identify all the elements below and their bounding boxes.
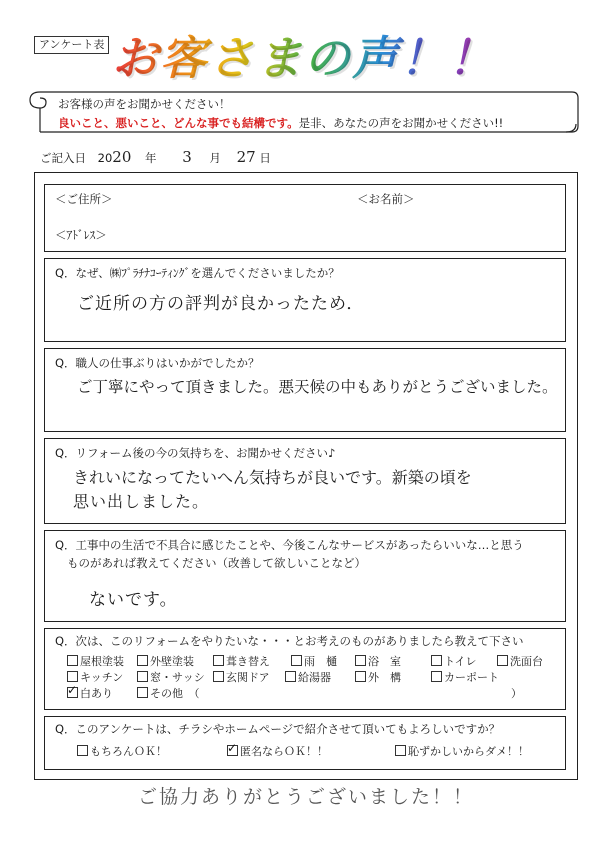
option-water-heater[interactable]: 給湯器 (285, 671, 331, 685)
checkbox[interactable] (137, 687, 148, 698)
checkbox[interactable] (213, 655, 224, 666)
date-year-unit: 年 (145, 151, 157, 165)
question-6-text: Q．このアンケートは、チラシやホームページで紹介させて頂いてもよろしいですか？ (55, 722, 501, 736)
option-washbasin[interactable]: 洗面台 (497, 655, 543, 669)
option-carport[interactable]: カーポート (431, 671, 499, 685)
checkbox[interactable] (431, 655, 442, 666)
question-4-text-line1: Q．工事中の生活で不具合に感じたことや、今後こんなサービスがあったらいいな…と思う (55, 538, 524, 552)
checkbox-checked[interactable] (227, 745, 238, 756)
date-month: 3 (182, 148, 192, 166)
option-other-close: ） (511, 687, 522, 700)
checkbox[interactable] (67, 655, 78, 666)
question-5-box (44, 628, 566, 710)
checkbox[interactable] (355, 671, 366, 682)
checkbox[interactable] (137, 655, 148, 666)
option-toilet[interactable]: トイレ (431, 655, 476, 669)
question-1-text: Q．なぜ、㈱ﾌﾟﾗﾁﾅｺｰﾃｨﾝｸﾞを選んでくださいましたか？ (55, 266, 340, 280)
checkbox[interactable] (213, 671, 224, 682)
option-no[interactable]: 恥ずかしいからダメ！！ (395, 745, 529, 759)
question-3-box (44, 438, 566, 524)
question-1-box (44, 258, 566, 342)
question-3-answer-line2: 思い出しました。 (73, 492, 210, 511)
thanks-message: ご協力ありがとうございました！！ (138, 786, 475, 808)
form-label: アンケート表 (34, 36, 109, 54)
question-1-answer: ご近所の方の評判が良かったため． (77, 294, 365, 314)
option-bathroom[interactable]: 浴 室 (355, 655, 401, 669)
checkbox[interactable] (285, 671, 296, 682)
question-4-text-line2: ものがあれば教えてください（改善して欲しいことなど） (67, 556, 366, 570)
option-window-sash[interactable]: 窓・サッシ (137, 671, 205, 685)
date-row (40, 148, 271, 166)
checkbox[interactable] (137, 671, 148, 682)
question-2-box (44, 348, 566, 432)
checkbox[interactable] (77, 745, 88, 756)
question-6-box (44, 716, 566, 770)
intro-line2-rest: 是非、あなたの声をお聞かせください!! (298, 116, 504, 130)
date-day-unit: 日 (259, 151, 271, 165)
checkbox[interactable] (291, 655, 302, 666)
question-4-answer: ないです。 (89, 590, 178, 610)
checkbox[interactable] (431, 671, 442, 682)
option-kitchen[interactable]: キッチン (67, 671, 123, 685)
checkbox[interactable] (497, 655, 508, 666)
option-ok[interactable]: もちろんＯＫ！ (77, 745, 167, 759)
date-year-hand: 20 (112, 148, 132, 166)
checkbox[interactable] (395, 745, 406, 756)
question-3-text: Q．リフォーム後の今の気持ちを、お聞かせください♪ (55, 446, 336, 460)
question-2-answer: ご丁寧にやって頂きました。悪天候の中もありがとうございました。 (77, 378, 558, 396)
date-year-prefix: 20 (97, 151, 113, 165)
date-month-unit: 月 (209, 151, 221, 165)
date-day: 27 (236, 148, 256, 166)
page-title: お客さまの声！！ (112, 31, 496, 85)
checkbox[interactable] (355, 655, 366, 666)
option-roof-paint[interactable]: 屋根塗装 (67, 655, 124, 669)
option-termite[interactable]: ✓白あり (67, 687, 113, 701)
option-anonymous-ok[interactable]: ✓ 匿名ならＯＫ！！ (227, 745, 328, 759)
address-label: ＜ご住所＞ (55, 192, 113, 206)
option-gutter[interactable]: 雨 樋 (291, 655, 337, 669)
option-reroof[interactable]: 葺き替え (213, 655, 270, 669)
checkbox-checked[interactable] (67, 687, 78, 698)
option-entrance-door[interactable]: 玄関ドア (213, 671, 270, 685)
question-5-text: Q．次は、このリフォームをやりたいな・・・とお考えのものがありましたら教えて下さい (55, 634, 524, 648)
name-label: ＜お名前＞ (357, 192, 415, 206)
checkbox[interactable] (67, 671, 78, 682)
option-wall-paint[interactable]: 外壁塗装 (137, 655, 194, 669)
option-other[interactable]: その他 （ (137, 687, 200, 701)
question-2-text: Q．職人の仕事ぶりはいかがでしたか？ (55, 356, 260, 370)
option-exterior[interactable]: 外 構 (355, 671, 401, 685)
question-3-answer-line1: きれいになってたいへん気持ちが良いです。新築の頃を (73, 468, 472, 487)
date-label: ご記入日 (40, 151, 86, 165)
intro-line2 (58, 115, 503, 131)
intro-line2-red: 良いこと、悪いこと、どんな事でも結構です。 (58, 116, 299, 130)
email-label: ＜ｱﾄﾞﾚｽ＞ (55, 228, 107, 242)
question-4-box (44, 530, 566, 622)
intro-line1: お客様の声をお聞かせください！ (58, 97, 231, 111)
customer-info-box (44, 184, 566, 252)
